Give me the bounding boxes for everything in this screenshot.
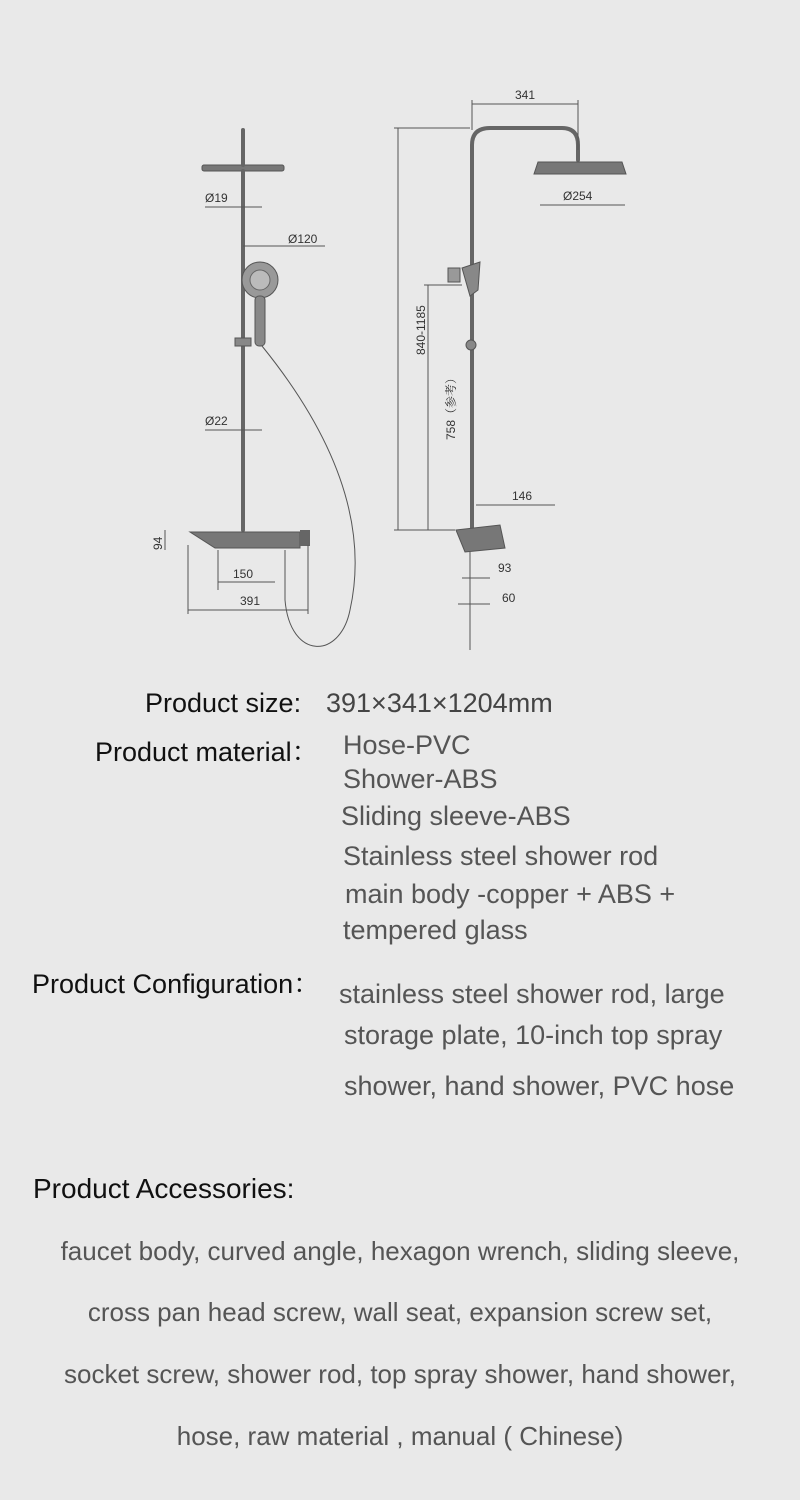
dim-d93: 93 xyxy=(498,561,512,575)
dim-d22: Ø22 xyxy=(205,414,228,428)
config-line: stainless steel shower rod, large xyxy=(339,979,725,1009)
material-line: Hose-PVC xyxy=(343,730,471,760)
material-line: Sliding sleeve-ABS xyxy=(341,801,571,831)
shower-dimension-drawing xyxy=(0,0,800,670)
dim-d341: 341 xyxy=(515,88,536,102)
product-material-label: Product material： xyxy=(95,737,319,767)
top-spray-head-side xyxy=(534,162,626,174)
material-line: tempered glass xyxy=(343,915,528,945)
dim-d94: 94 xyxy=(151,536,165,550)
front-view xyxy=(151,130,355,646)
dim-d146: 146 xyxy=(512,489,533,503)
dim-d391: 391 xyxy=(240,594,261,608)
material-line: Stainless steel shower rod xyxy=(343,841,659,871)
accessories-line: faucet body, curved angle, hexagon wrench, sliding sleeve, xyxy=(60,1236,740,1266)
material-line: Shower-ABS xyxy=(343,764,498,794)
material-line: main body -copper + ABS + xyxy=(345,879,676,909)
accessories-line: cross pan head screw, wall seat, expansion screw set, xyxy=(87,1297,713,1327)
accessories-line: hose, raw material , manual ( Chinese) xyxy=(176,1421,624,1451)
product-accessories-label: Product Accessories: xyxy=(33,1173,295,1204)
config-line: storage plate, 10-inch top spray xyxy=(344,1020,723,1050)
dim-d840: 840-1185 xyxy=(414,305,428,355)
dim-d150: 150 xyxy=(233,567,254,581)
dim-d758: 758（参考） xyxy=(444,371,458,440)
dim-d120: Ø120 xyxy=(288,232,318,246)
faucet-body-side xyxy=(456,525,505,552)
product-size-value: 391×341×1204mm xyxy=(326,688,553,718)
dim-d19: Ø19 xyxy=(205,191,228,205)
dim-d254: Ø254 xyxy=(563,189,593,203)
product-size-label: Product size: xyxy=(145,688,302,718)
accessories-line: socket screw, shower rod, top spray shower, hand shower, xyxy=(63,1359,736,1389)
config-line: shower, hand shower, PVC hose xyxy=(344,1071,735,1101)
product-configuration-label: Product Configuration： xyxy=(32,969,321,999)
storage-plate-front xyxy=(190,532,300,548)
side-view xyxy=(394,88,626,650)
dim-d60: 60 xyxy=(502,591,516,605)
